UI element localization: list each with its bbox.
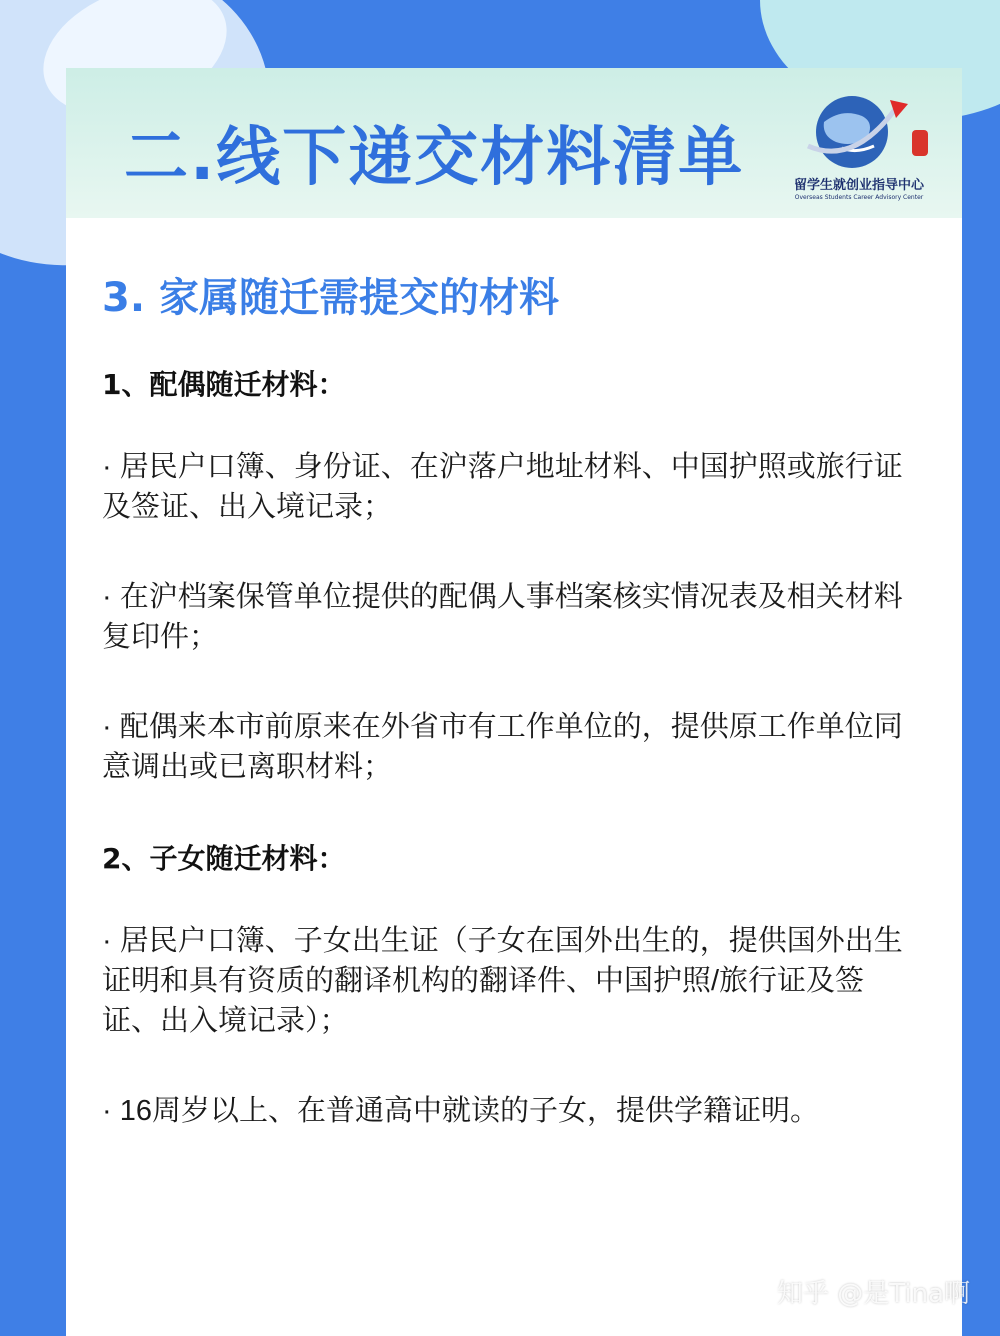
list-item: · 在沪档案保管单位提供的配偶人事档案核实情况表及相关材料复印件； bbox=[102, 581, 903, 653]
logo-text: 留学生就创业指导中心 bbox=[793, 178, 924, 193]
main-content bbox=[102, 266, 922, 1181]
spouse-heading: 1、配偶随迁材料： bbox=[102, 368, 346, 401]
list-item: · 配偶来本市前原来在外省市有工作单位的，提供原工作单位同意调出或已离职材料； bbox=[102, 711, 903, 783]
seal-icon bbox=[912, 130, 928, 156]
list-item: · 16周岁以上、在普通高中就读的子女，提供学籍证明。 bbox=[102, 1095, 819, 1127]
center-logo bbox=[784, 86, 934, 206]
list-item: · 居民户口簿、身份证、在沪落户地址材料、中国护照或旅行证及签证、出入境记录； bbox=[102, 451, 903, 523]
section-heading: 3. 家属随迁需提交的材料 bbox=[102, 275, 559, 321]
watermark: 知乎 @是Tina啊 bbox=[777, 1279, 970, 1309]
page-title: 二.线下递交材料清单 bbox=[124, 121, 745, 195]
children-heading: 2、子女随迁材料： bbox=[102, 842, 346, 875]
logo-subtext: Overseas Students Career Advisory Center bbox=[794, 194, 924, 201]
globe-logo-icon bbox=[784, 86, 934, 176]
title-banner bbox=[66, 68, 962, 218]
list-item: · 居民户口簿、子女出生证（子女在国外出生的，提供国外出生证明和具有资质的翻译机构的翻译件、中国护照/旅行证及签证、出入境记录）； bbox=[102, 925, 903, 1037]
content-card bbox=[66, 68, 962, 1336]
